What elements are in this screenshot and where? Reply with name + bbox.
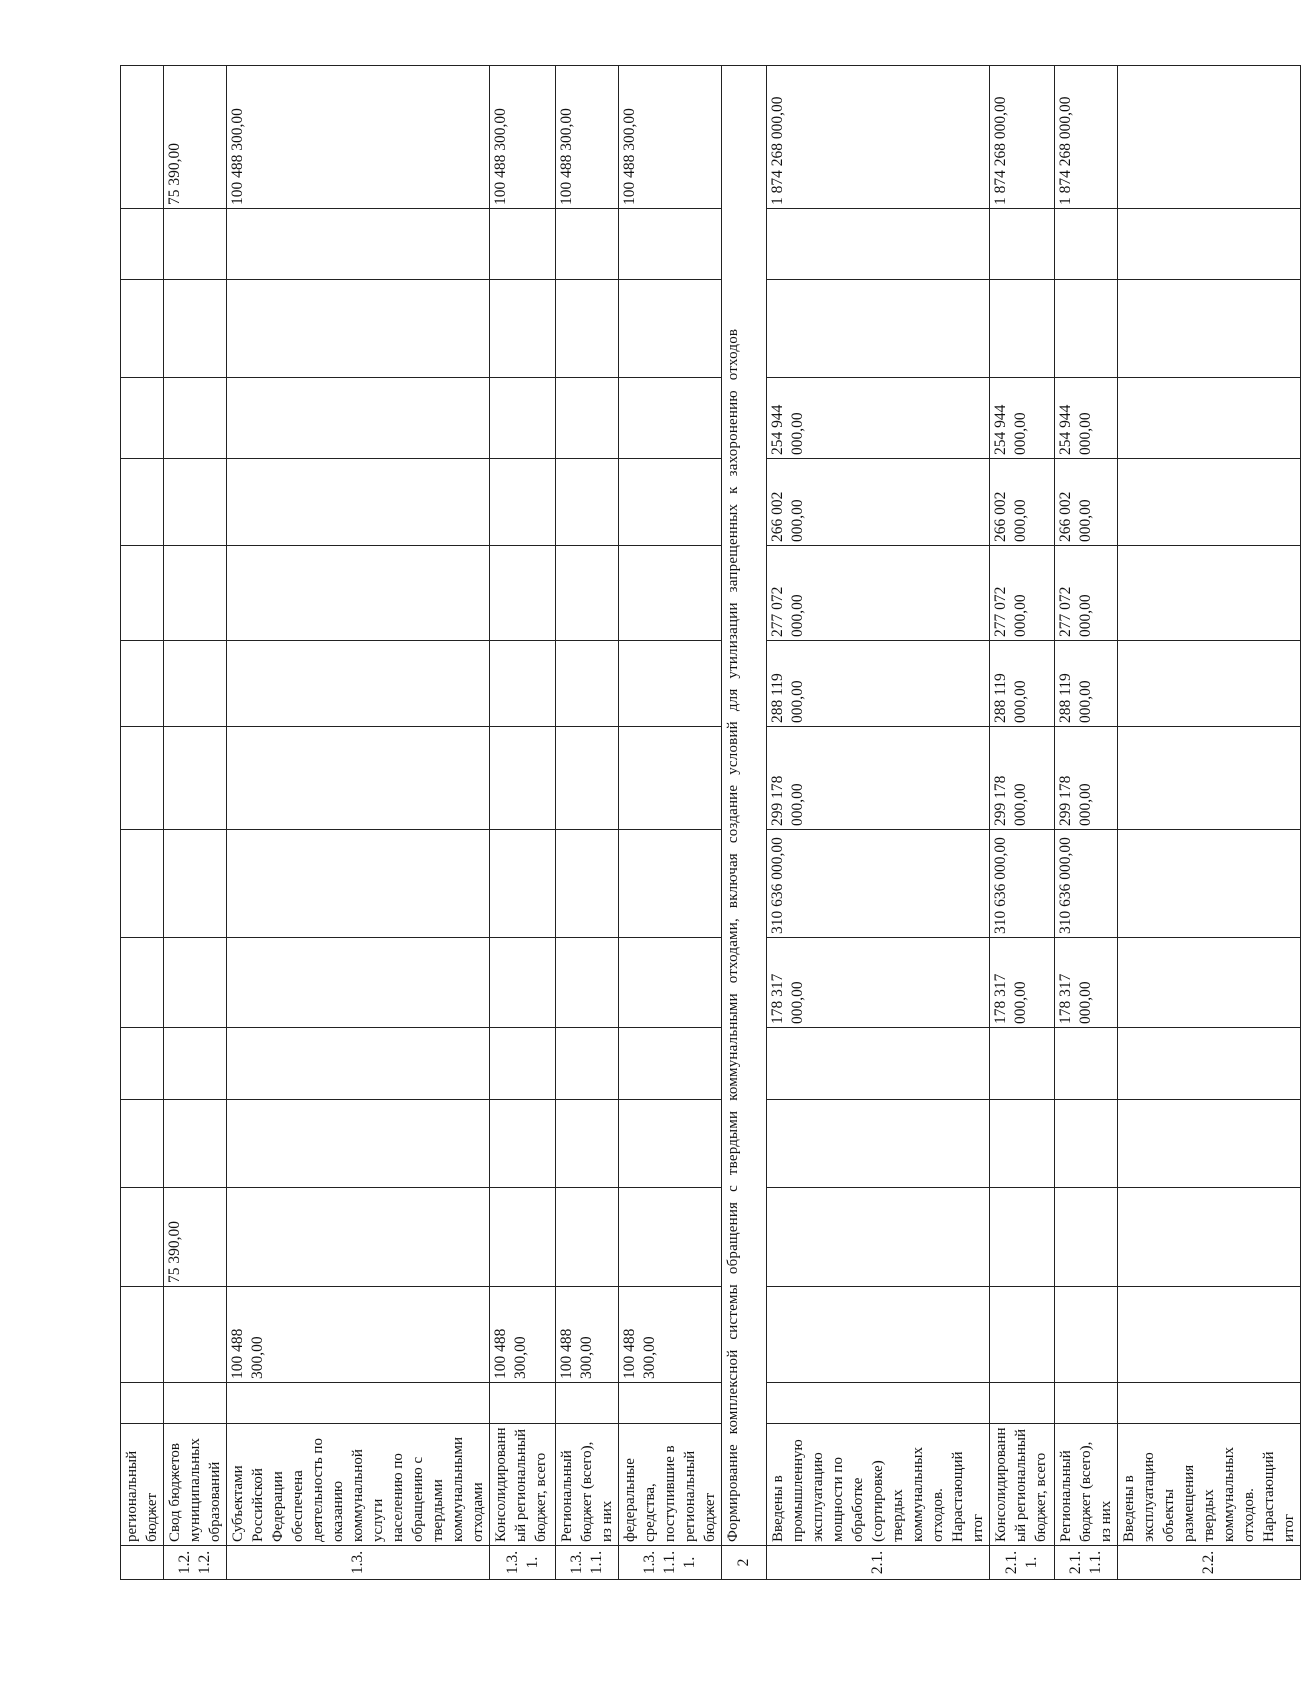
row-code: 1.2.1.2.	[164, 1546, 227, 1580]
row-code: 2.1.	[767, 1546, 990, 1580]
section-title: Формирование комплексной системы обращения с твердыми коммунальными отходами, включая создание условий для утилизации запрещенных к захоронению отходов	[722, 66, 767, 1546]
table-row	[1118, 66, 1301, 1580]
cell-value: 254 944 000,00	[1055, 378, 1118, 459]
table-row	[990, 66, 1055, 1580]
row-code: 2.2.	[1118, 1546, 1301, 1580]
cell-value: 266 002 000,00	[767, 459, 990, 546]
cell-value: 100 488 300,00	[619, 1287, 722, 1383]
cell-value: 100 488 300,00	[490, 1287, 556, 1383]
cell-total: 1 874 268 000,00	[990, 66, 1055, 209]
row-code: 1.3.1.1.	[556, 1546, 619, 1580]
cell-total: 100 488 300,00	[490, 66, 556, 209]
cell-total: 100 488 300,00	[556, 66, 619, 209]
cell-value: 310 636 000,00	[990, 830, 1055, 938]
row-code: 2.1.1.1.	[1055, 1546, 1118, 1580]
row-label: Субъектами Российской Федерации обеспечена деятельность по оказанию коммунальной услуги населению по обращению с твердыми коммунальными отходами	[227, 1424, 490, 1546]
cell-value: 310 636 000,00	[1055, 830, 1118, 938]
section-row	[722, 66, 767, 1580]
cell-total: 100 488 300,00	[619, 66, 722, 209]
cell-value	[121, 1188, 164, 1287]
row-code: 1.3.1.	[490, 1546, 556, 1580]
cell-total: 100 488 300,00	[227, 66, 490, 209]
table-row	[490, 66, 556, 1580]
row-label: региональный бюджет	[121, 1424, 164, 1546]
table-row	[121, 66, 164, 1580]
table-row	[164, 66, 227, 1580]
cell-value: 178 317 000,00	[990, 938, 1055, 1028]
cell-total: 75 390,00	[164, 66, 227, 209]
cell-value: 277 072 000,00	[1055, 546, 1118, 641]
cell-value: 100 488 300,00	[556, 1287, 619, 1383]
cell-value: 266 002 000,00	[1055, 459, 1118, 546]
cell-value: 75 390,00	[164, 1188, 227, 1287]
table-row	[1055, 66, 1118, 1580]
cell-value: 277 072 000,00	[990, 546, 1055, 641]
row-label: Региональный бюджет (всего), из них	[556, 1424, 619, 1546]
rotated-content	[120, 96, 1297, 1580]
row-code: 2	[722, 1546, 767, 1580]
cell-value: 100 488 300,00	[227, 1287, 490, 1383]
cell-value: 277 072 000,00	[767, 546, 990, 641]
cell-value: 266 002 000,00	[990, 459, 1055, 546]
table-row	[619, 66, 722, 1580]
cell-value: 299 178 000,00	[767, 727, 990, 830]
table-row	[767, 66, 990, 1580]
row-label: Введены в эксплуатацию объекты размещения твердых коммунальных отходов. Нарастающий итог	[1118, 1424, 1301, 1546]
row-label: Свод бюджетов муниципальных образований	[164, 1424, 227, 1546]
row-label: федеральные средства, поступившие в региональный бюджет	[619, 1424, 722, 1546]
cell-value: 178 317 000,00	[1055, 938, 1118, 1028]
cell-value: 299 178 000,00	[990, 727, 1055, 830]
row-label: Консолидированный региональный бюджет, всего	[490, 1424, 556, 1546]
row-label: Консолидированный региональный бюджет, всего	[990, 1424, 1055, 1546]
cell-value: 288 119 000,00	[990, 641, 1055, 727]
row-code	[121, 1546, 164, 1580]
cell-value: 299 178 000,00	[1055, 727, 1118, 830]
cell-total: 1 874 268 000,00	[767, 66, 990, 209]
cell-value	[121, 1287, 164, 1383]
cell-total: 1 874 268 000,00	[1055, 66, 1118, 209]
table-row	[227, 66, 490, 1580]
document-page	[120, 96, 1297, 1580]
row-code: 1.3.	[227, 1546, 490, 1580]
cell-value: 254 944 000,00	[990, 378, 1055, 459]
cell-value: 288 119 000,00	[1055, 641, 1118, 727]
cell-value: 288 119 000,00	[767, 641, 990, 727]
table-row	[556, 66, 619, 1580]
row-label: Введены в промышленную эксплуатацию мощности по обработке (сортировке) твердых коммунальных отходов. Нарастающий итог	[767, 1424, 990, 1546]
row-code: 2.1.1.	[990, 1546, 1055, 1580]
cell-value: 254 944 000,00	[767, 378, 990, 459]
row-code: 1.3.1.1.1.	[619, 1546, 722, 1580]
cell-value: 178 317 000,00	[767, 938, 990, 1028]
budget-table	[120, 65, 1301, 1580]
cell-value: 310 636 000,00	[767, 830, 990, 938]
row-label: Региональный бюджет (всего), из них	[1055, 1424, 1118, 1546]
